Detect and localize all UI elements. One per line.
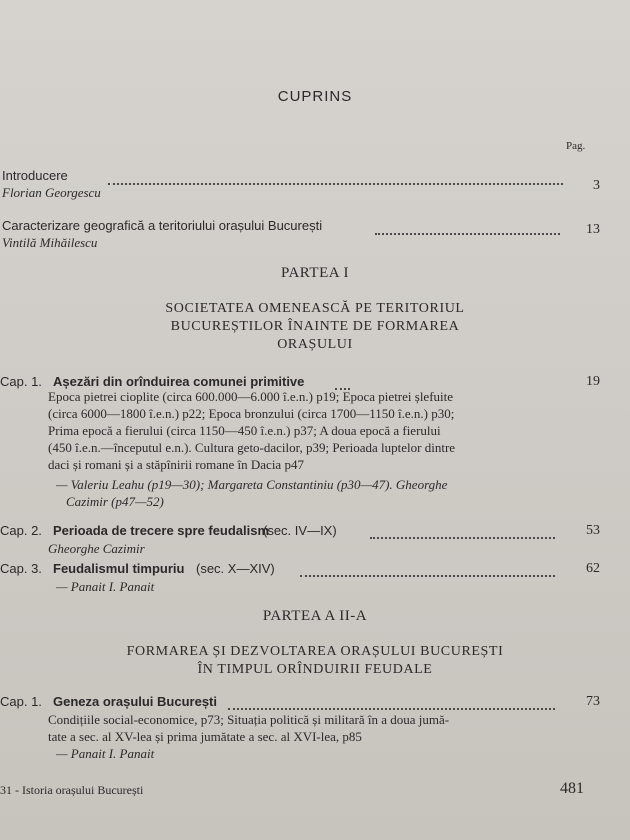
part1-heading-2: BUCUREȘTILOR ÎNAINTE DE FORMAREA xyxy=(170,319,460,334)
cap1-number: Cap. 1. xyxy=(0,374,42,389)
cap1-desc-3: Prima epocă a fierului (circa 1150—450 î.e.n.) p37; A doua epocă a fierului xyxy=(48,423,441,438)
intro-title: Introducere xyxy=(2,168,68,183)
cap1-page: 19 xyxy=(586,374,600,389)
dot-leader xyxy=(375,233,560,235)
part2-label: PARTEA A II-A xyxy=(262,608,368,624)
cap1-desc-1: Epoca pietrei cioplite (circa 600.000—6.000 î.e.n.) p19; Epoca pietrei șlefuite xyxy=(48,389,454,404)
part2-heading-2: ÎN TIMPUL ORÎNDUIRII FEUDALE xyxy=(197,662,433,677)
page-title: CUPRINS xyxy=(277,88,353,105)
p2-cap1-page: 73 xyxy=(586,694,600,709)
cap3-page: 62 xyxy=(586,561,600,576)
part2-heading-1: FORMAREA ȘI DEZVOLTAREA ORAȘULUI BUCUREȘTI xyxy=(126,644,504,659)
p2-cap1-title: Geneza orașului București xyxy=(53,694,217,709)
dot-leader xyxy=(228,708,555,710)
cap1-authors-2: Cazimir (p47—52) xyxy=(66,494,164,509)
intro-page: 3 xyxy=(593,178,600,193)
geo-title: Caracterizare geografică a teritoriului orașului București xyxy=(2,218,323,233)
p2-cap1-desc-1: Condițiile social-economice, p73; Situația politică și militară în a doua jumă- xyxy=(48,712,450,727)
part1-heading-1: SOCIETATEA OMENEASCĂ PE TERITORIUL xyxy=(165,301,465,316)
cap1-desc-2: (circa 6000—1800 î.e.n.) p22; Epoca bronzului (circa 1700—1150 î.e.n.) p30; xyxy=(48,406,455,421)
dot-leader xyxy=(108,183,563,185)
cap1-desc-5: daci și romani și a stăpînirii romane în Dacia p47 xyxy=(48,457,304,472)
cap3-suffix: (sec. X—XIV) xyxy=(196,561,275,576)
cap1-desc-4: (450 î.e.n.—începutul e.n.). Cultura geto-dacilor, p39; Perioada luptelor dintre xyxy=(48,440,456,455)
dot-leader xyxy=(300,575,555,577)
geo-page: 13 xyxy=(586,222,600,237)
cap1-title: Așezări din orînduirea comunei primitive xyxy=(53,374,305,389)
cap3-number: Cap. 3. xyxy=(0,561,42,576)
part1-label: PARTEA I xyxy=(281,265,349,281)
footer-signature: 31 - Istoria orașului București xyxy=(0,783,144,797)
cap2-page: 53 xyxy=(586,523,600,538)
cap2-suffix: (sec. IV—IX) xyxy=(263,523,337,538)
cap3-author: — Panait I. Panait xyxy=(56,579,155,594)
dot-leader xyxy=(370,537,555,539)
p2-cap1-desc-2: tate a sec. al XV-lea și prima jumătate a sec. al XVI-lea, p85 xyxy=(48,729,362,744)
part1-heading-3: ORAȘULUI xyxy=(277,337,353,352)
cap2-number: Cap. 2. xyxy=(0,523,42,538)
p2-cap1-number: Cap. 1. xyxy=(0,694,42,709)
geo-author: Vintilă Mihăilescu xyxy=(2,235,98,250)
intro-author: Florian Georgescu xyxy=(2,185,101,200)
cap2-title: Perioada de trecere spre feudalism xyxy=(53,523,270,538)
cap1-authors-1: — Valeriu Leahu (p19—30); Margareta Constantiniu (p30—47). Gheorghe xyxy=(56,477,448,492)
cap2-author: Gheorghe Cazimir xyxy=(48,541,145,556)
p2-cap1-author: — Panait I. Panait xyxy=(56,746,155,761)
pag-label: Pag. xyxy=(566,140,586,152)
page-number: 481 xyxy=(560,780,584,797)
cap3-title: Feudalismul timpuriu xyxy=(53,561,185,576)
